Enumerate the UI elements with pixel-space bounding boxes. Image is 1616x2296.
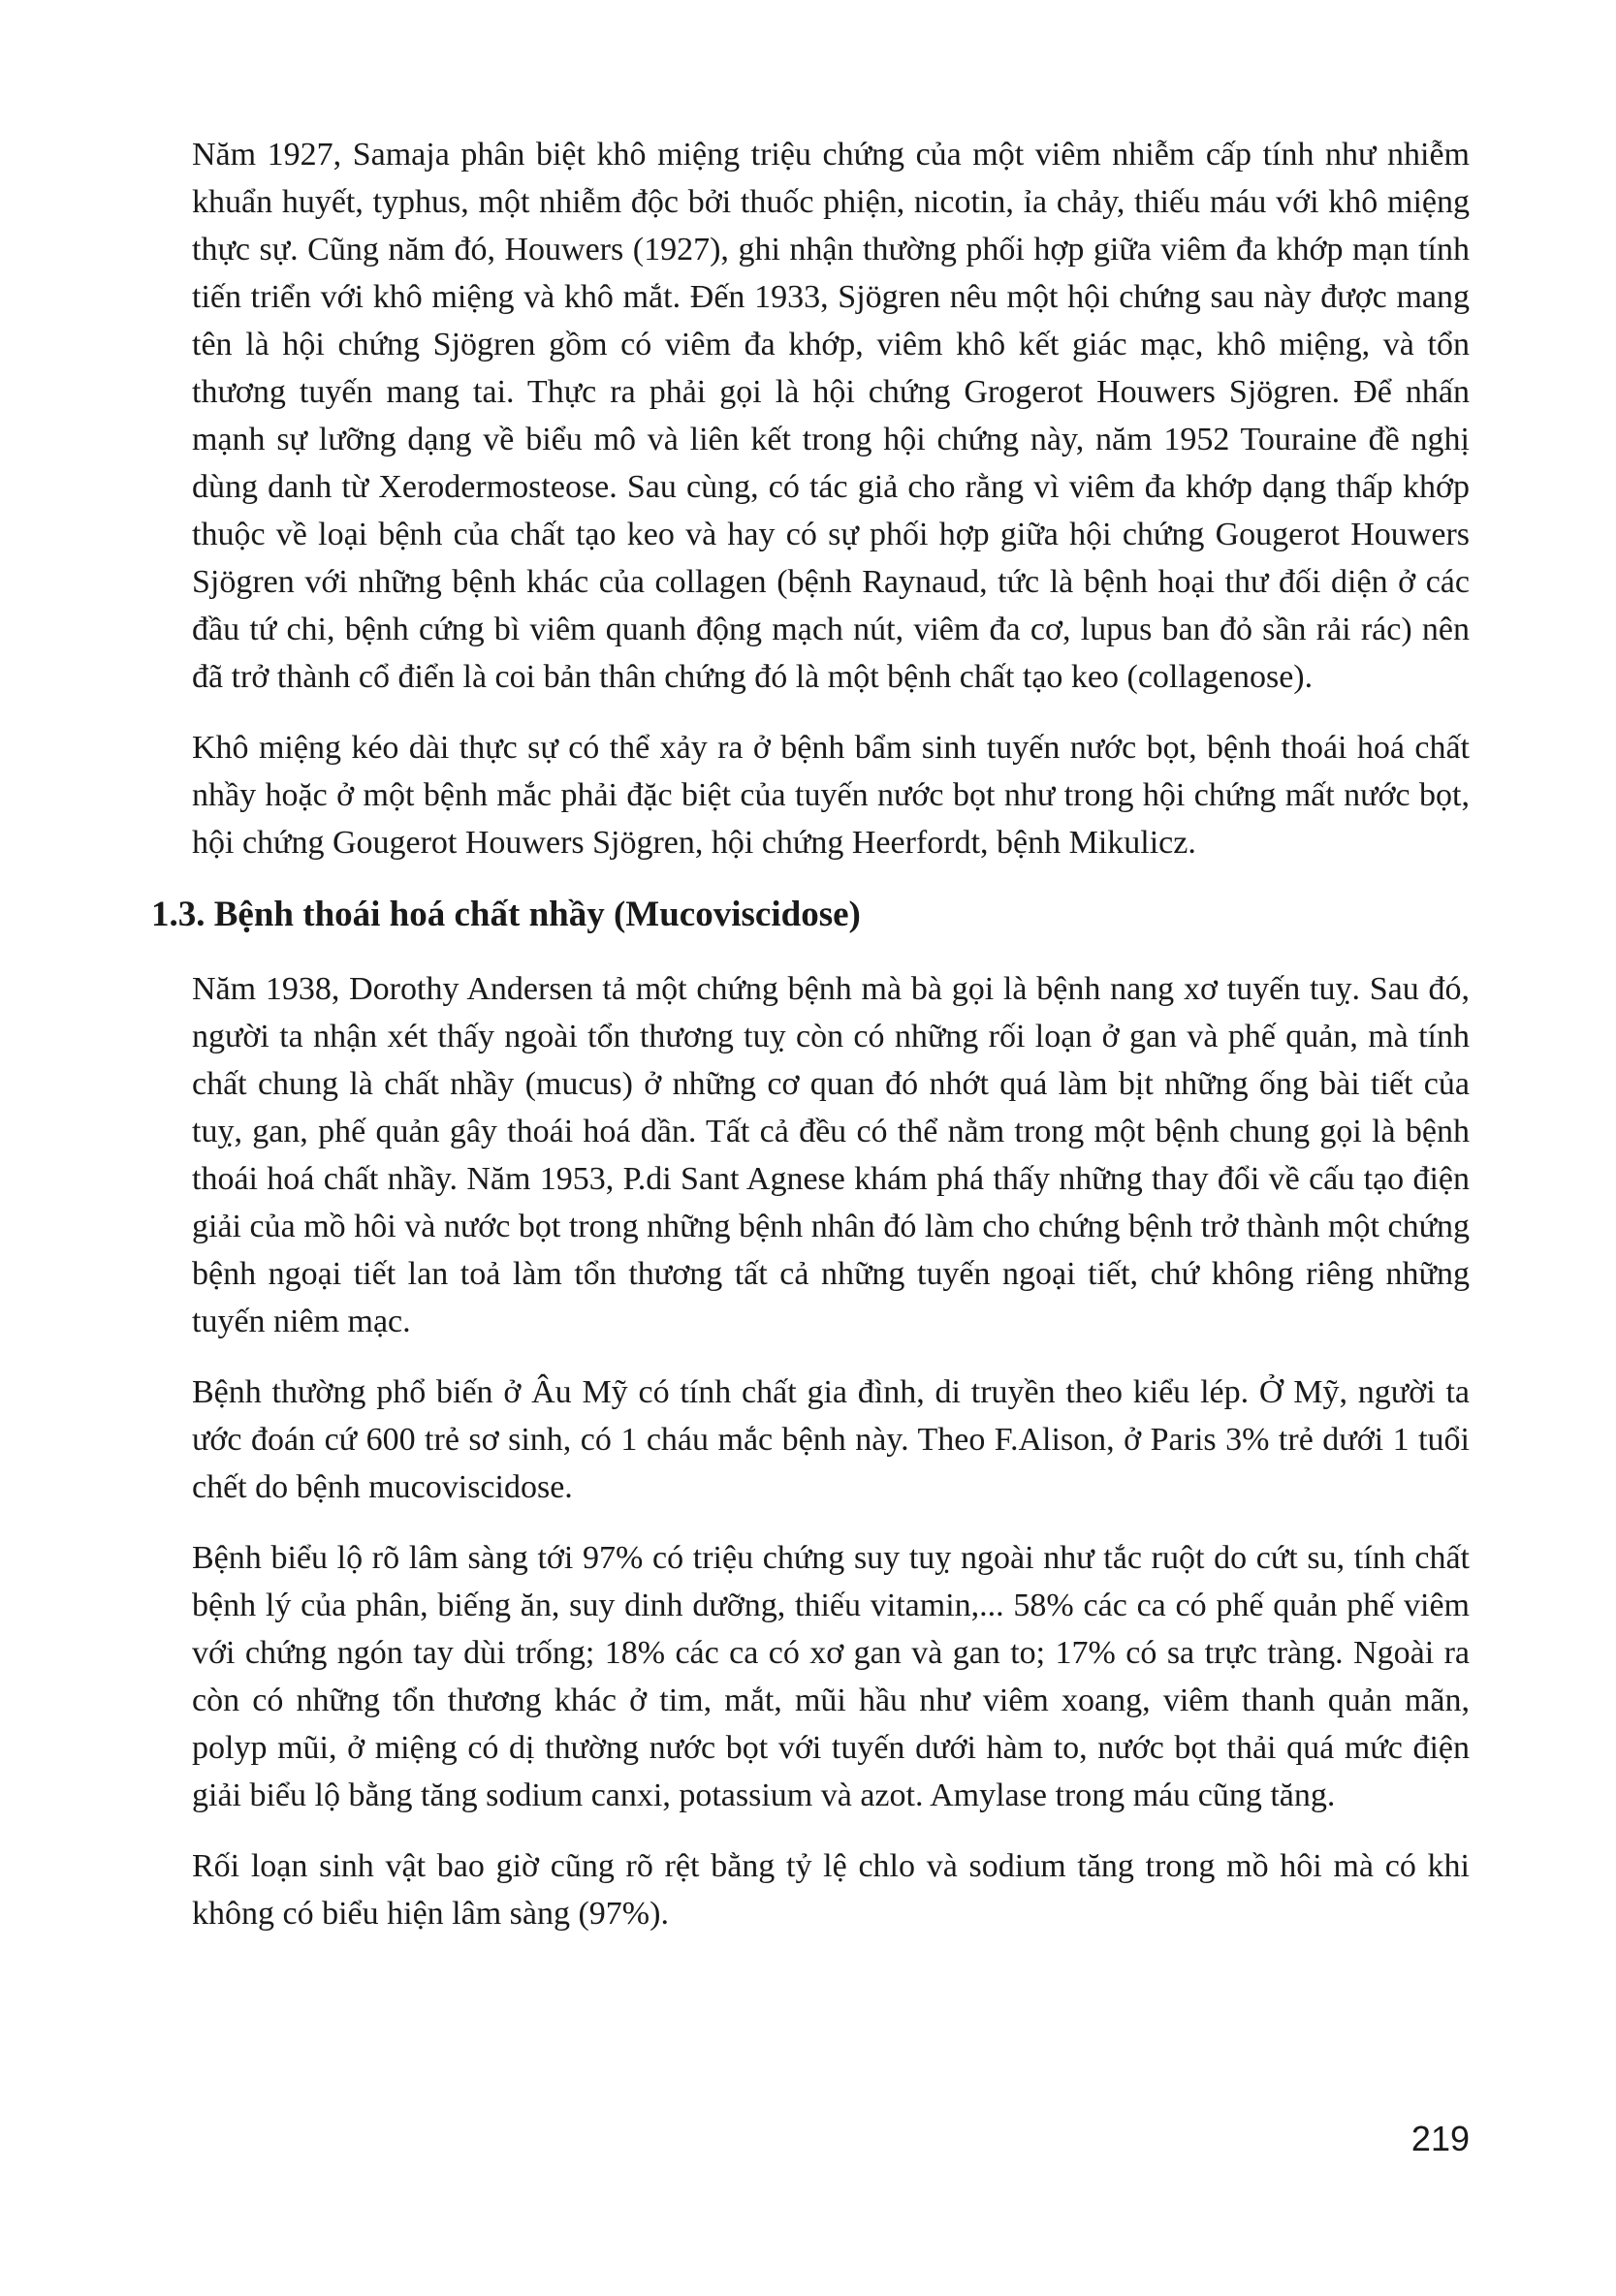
paragraph-biological-disorder: Rối loạn sinh vật bao giờ cũng rõ rệt bằng tỷ lệ chlo và sodium tăng trong mồ hôi mà có khi không có biểu hiện lâm sàng (97%). [192,1848,1470,1932]
page-number: 219 [1410,2119,1470,2158]
page-body [151,131,1470,1961]
paragraph-samaja-1927: Năm 1927, Samaja phân biệt khô miệng triệu chứng của một viêm nhiễm cấp tính như nhiễm khuẩn huyết, typhus, một nhiễm độc bởi thuốc phiện, nicotin, ỉa chảy, thiếu máu với khô miệng thực sự. Cũng năm đó, Houwers (1927), ghi nhận thường phối hợp giữa viêm đa khớp mạn tính tiến triển với khô miệng và khô mắt. Đến 1933, Sjögren nêu một hội chứng sau này được mang tên là hội chứng Sjögren gồm có viêm đa khớp, viêm khô kết giác mạc, khô miệng, và tổn thương tuyến mang tai. Thực ra phải gọi là hội chứng Grogerot Houwers Sjögren. Để nhấn mạnh sự lưỡng dạng về biểu mô và liên kết trong hội chứng này, năm 1952 Touraine đề nghị dùng danh từ Xerodermosteose. Sau cùng, có tác giả cho rằng vì viêm đa khớp dạng thấp khớp thuộc về loại bệnh của chất tạo keo và hay có sự phối hợp giữa hội chứng Gougerot Houwers Sjögren với những bệnh khác của collagen (bệnh Raynaud, tức là bệnh hoại thư đối diện ở các đầu tứ chi, bệnh cứng bì viêm quanh động mạch nút, viêm đa cơ, lupus ban đỏ sần rải rác) nên đã trở thành cổ điển là coi bản thân chứng đó là một bệnh chất tạo keo (collagenose). [192,137,1470,695]
paragraph-clinical-signs: Bệnh biểu lộ rõ lâm sàng tới 97% có triệu chứng suy tuỵ ngoài như tắc ruột do cứt su, tính chất bệnh lý của phân, biếng ăn, suy dinh dưỡng, thiếu vitamin,... 58% các ca có phế quản phế viêm với chứng ngón tay dùi trống; 18% các ca có xơ gan và gan to; 17% có sa trực tràng. Ngoài ra còn có những tổn thương khác ở tim, mắt, mũi hầu như viêm xoang, viêm thanh quản mãn, polyp mũi, ở miệng có dị thường nước bọt với tuyến dưới hàm to, nước bọt thải quá mức điện giải biểu lộ bằng tăng sodium canxi, potassium và azot. Amylase trong máu cũng tăng. [192,1540,1470,1813]
paragraph-andersen-1938: Năm 1938, Dorothy Andersen tả một chứng bệnh mà bà gọi là bệnh nang xơ tuyến tuỵ. Sau đó, người ta nhận xét thấy ngoài tổn thương tuỵ còn có những rối loạn ở gan và phế quản, mà tính chất chung là chất nhầy (mucus) ở những cơ quan đó nhớt quá làm bịt những ống bài tiết của tuỵ, gan, phế quản gây thoái hoá dần. Tất cả đều có thể nằm trong một bệnh chung gọi là bệnh thoái hoá chất nhầy. Năm 1953, P.di Sant Agnese khám phá thấy những thay đổi về cấu tạo điện giải của mồ hôi và nước bọt trong những bệnh nhân đó làm cho chứng bệnh trở thành một chứng bệnh ngoại tiết lan toả làm tổn thương tất cả những tuyến ngoại tiết, chứ không riêng những tuyến niêm mạc. [192,971,1470,1339]
section-heading: 1.3. Bệnh thoái hoá chất nhầy (Mucoviscidose) [151,895,861,934]
paragraph-dry-mouth-causes: Khô miệng kéo dài thực sự có thể xảy ra ở bệnh bẩm sinh tuyến nước bọt, bệnh thoái hoá chất nhầy hoặc ở một bệnh mắc phải đặc biệt của tuyến nước bọt như trong hội chứng mất nước bọt, hội chứng Gougerot Houwers Sjögren, hội chứng Heerfordt, bệnh Mikulicz. [192,730,1470,861]
paragraph-epidemiology: Bệnh thường phổ biến ở Âu Mỹ có tính chất gia đình, di truyền theo kiểu lép. Ở Mỹ, người ta ước đoán cứ 600 trẻ sơ sinh, có 1 cháu mắc bệnh này. Theo F.Alison, ở Paris 3% trẻ dưới 1 tuổi chết do bệnh mucoviscidose. [192,1374,1470,1505]
